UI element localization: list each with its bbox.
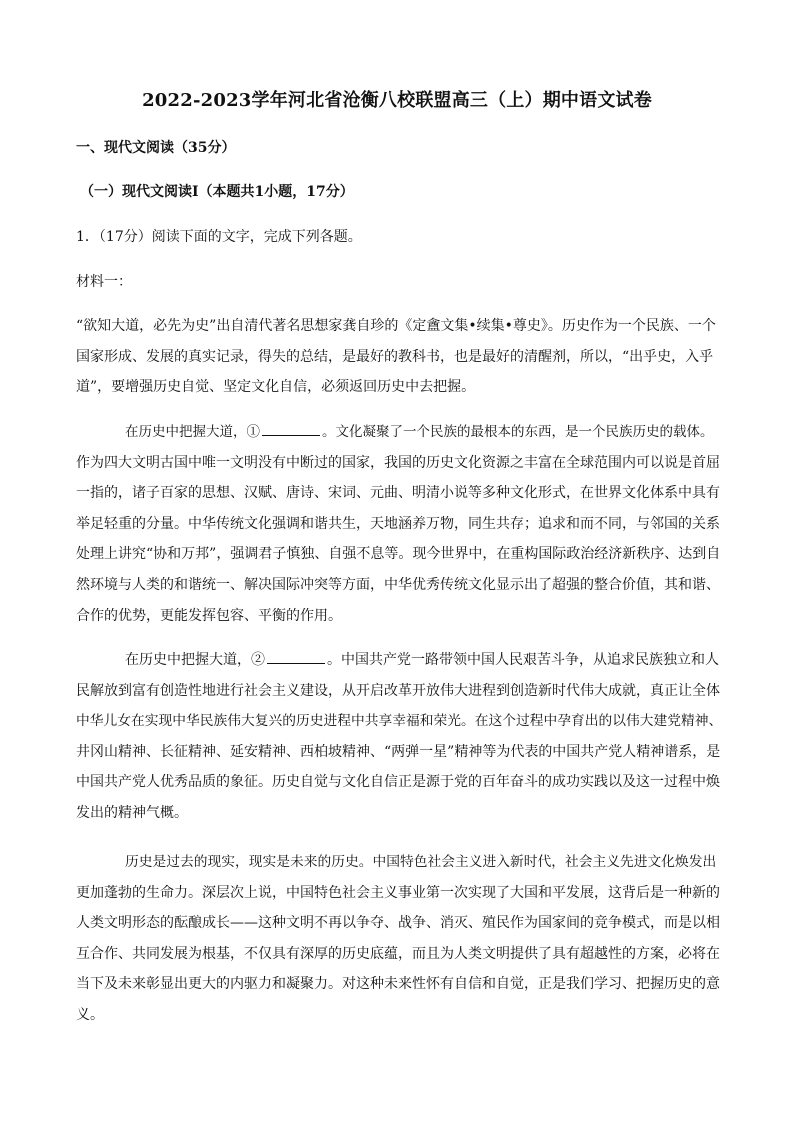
subsection-heading-reading-one: （一）现代文阅读Ⅰ（本题共1小题，17分） [80, 184, 354, 200]
paragraph-line: 发出的精神气概。 [76, 804, 188, 821]
paragraph-line: 人类文明形态的酝酿成长——这种文明不再以争夺、战争、消灭、殖民作为国家间的竞争模式，而是以相 [76, 915, 720, 932]
paragraph-line: 处理上讲究“协和万邦”，强调君子慎独、自强不息等。现今世界中，在重构国际政治经济新秩序、达到自 [76, 546, 721, 563]
page-title: 2022-2023学年河北省沧衡八校联盟高三（上）期中语文试卷 [142, 90, 652, 111]
fill-blank-1[interactable] [262, 421, 320, 436]
paragraph-line: 中华儿女在实现中华民族伟大复兴的历史进程中共享幸福和荣光。在这个过程中孕育出的以伟大建党精神、 [76, 713, 723, 730]
paragraph-line-end: 。中国共产党一路带领中国人民艰苦斗争，从追求民族独立和人 [327, 652, 719, 668]
paragraph-2 [76, 645, 722, 829]
paragraph-line: 义。 [76, 1006, 104, 1023]
paragraph-line: 道”，要增强历史自觉、坚定文化自信，必须返回历史中去把握。 [76, 379, 476, 396]
paragraph-line: 井冈山精神、长征精神、延安精神、西柏坡精神、“两弹一星”精神等为代表的中国共产党人精神谱系，是 [76, 743, 721, 760]
paragraph-line: 合作的优势，更能发挥包容、平衡的作用。 [76, 607, 342, 624]
paragraph-line: “欲知大道，必先为史”出自清代著名思想家龚自珍的《定盦文集•续集•尊史》。历史作为一个民族、一个 [76, 318, 716, 334]
question-1-prompt: 1．（17分）阅读下面的文字，完成下列各题。 [76, 229, 362, 245]
paragraph-line-start: 在历史中把握大道，① [125, 424, 260, 440]
paragraph-3 [76, 847, 722, 1031]
paragraph-line: 作为四大文明古国中唯一文明没有中断过的国家，我国的历史文化资源之丰富在全球范围内可以说是首屈 [76, 454, 720, 471]
fill-blank-2[interactable] [267, 649, 325, 664]
paragraph-first-line: 历史是过去的现实，现实是未来的历史。中国特色社会主义进入新时代，社会主义先进文化焕发出 [125, 854, 717, 870]
paragraph-line: 国家形成、发展的真实记录，得失的总结，是最好的教科书，也是最好的清醒剂，所以，“出乎史，入乎 [76, 348, 714, 365]
paragraph-line: 中国共产党人优秀品质的象征。历史自觉与文化自信正是源于党的百年奋斗的成功实践以及这一过程中焕 [76, 774, 720, 791]
paragraph-line: 然环境与人类的和谐统一、解决国际冲突等方面，中华优秀传统文化显示出了超强的整合价值，其和谐、 [76, 576, 720, 593]
paragraph-line: 当下及未来彰显出更大的内驱力和凝聚力。对这种未来性怀有自信和自觉，正是我们学习、把握历史的意 [76, 976, 720, 993]
paragraph-line-end: 。文化凝聚了一个民族的最根本的东西，是一个民族历史的载体。 [322, 424, 714, 440]
paragraph-0 [76, 311, 722, 403]
material-label: 材料一： [76, 274, 132, 290]
paragraph-first-line [76, 417, 722, 448]
paragraph-first-line [76, 645, 722, 676]
section-heading-modern-reading: 一、现代文阅读（35分） [76, 140, 236, 156]
paragraph-line-start: 在历史中把握大道，② [125, 652, 265, 668]
paragraph-line: 举足轻重的分量。中华传统文化强调和谐共生，天地涵养万物，同生共存；追求和而不同，与邻国的关系 [76, 515, 720, 532]
paragraph-line: 互合作、共同发展为根基，不仅具有深厚的历史底蕴，而且为人类文明提供了具有超越性的方案，必将在 [76, 945, 720, 962]
paragraph-line: 更加蓬勃的生命力。深层次上说，中国特色社会主义事业第一次实现了大国和平发展，这背后是一种新的 [76, 884, 720, 901]
paragraph-line: 一指的，诸子百家的思想、汉赋、唐诗、宋词、元曲、明清小说等多种文化形式，在世界文化体系中具有 [76, 485, 720, 502]
paragraph-1 [76, 417, 722, 631]
paragraph-line: 民解放到富有创造性地进行社会主义建设，从开启改革开放伟大进程到创造新时代伟大成就，真正让全体 [76, 682, 720, 699]
